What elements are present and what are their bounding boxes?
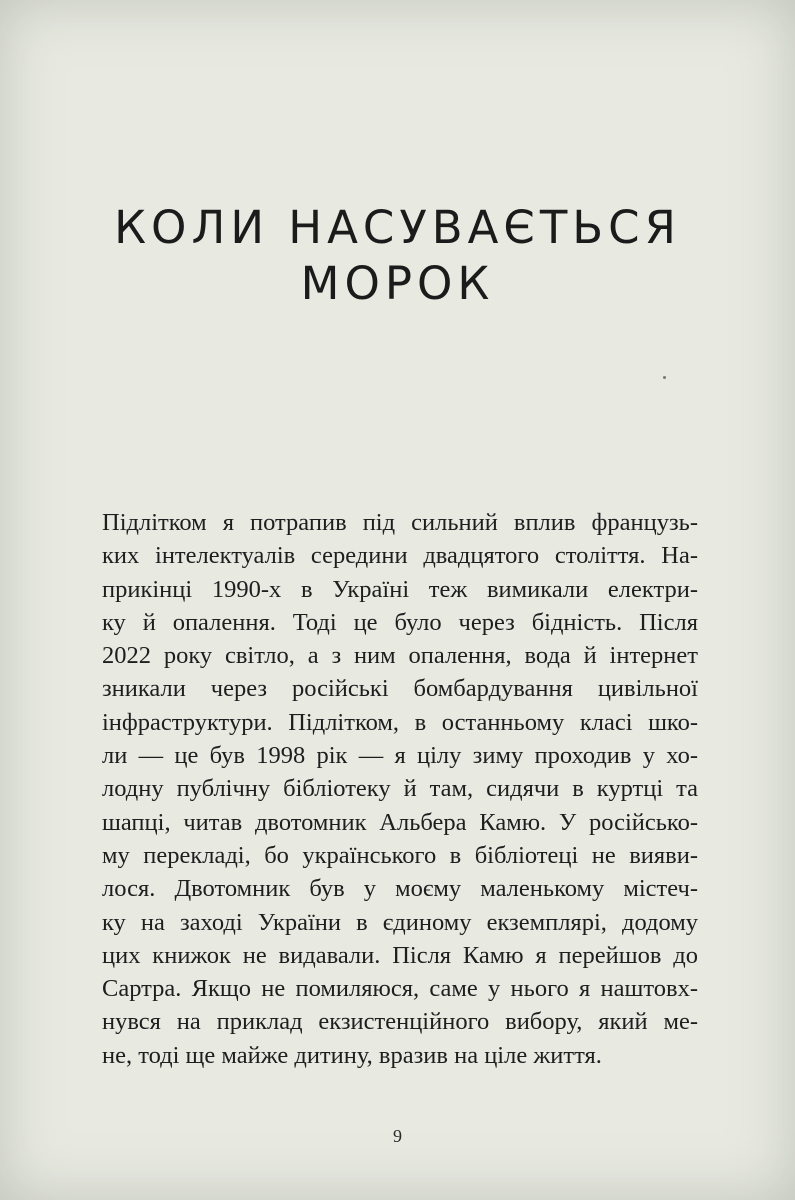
text-line: ли — це був 1998 рік — я цілу зиму проходив у хо- — [102, 742, 698, 770]
text-line: Підлітком я потрапив під сильний вплив французь- — [102, 509, 698, 536]
text-line: ких інтелектуалів середини двадцятого століття. На- — [102, 542, 698, 570]
text-line: Сартра. Якщо не помиляюся, саме у нього я наштовх- — [102, 975, 698, 1003]
text-line: ку на заході України в єдиному екземплярі, додому — [102, 908, 698, 936]
text-line: нувся на приклад екзистенційного вибору, який ме- — [102, 1008, 698, 1036]
chapter-title-line-1: КОЛИ НАСУВАЄТЬСЯ — [114, 201, 681, 254]
text-line: лося. Двотомник був у моєму маленькому містеч- — [102, 875, 698, 903]
text-line: лодну публічну бібліотеку й там, сидячи в куртці та — [102, 775, 698, 803]
text-line: зникали через російські бомбардування цивільної — [102, 675, 698, 703]
text-line: цих книжок не видавали. Після Камю я перейшов до — [102, 941, 698, 969]
text-line: прикінці 1990-х в Україні теж вимикали електри- — [102, 575, 698, 603]
text-line-last: не, тоді ще майже дитину, вразив на ціле життя. — [102, 1041, 602, 1069]
text-line: му перекладі, бо українського в бібліотеці не вияви- — [102, 841, 698, 869]
page-number: 9 — [393, 1126, 402, 1146]
text-line: ку й опалення. Тоді це було через бідність. Після — [102, 608, 698, 636]
text-line: 2022 року світло, а з ним опалення, вода й інтернет — [102, 642, 698, 670]
text-line: шапці, читав двотомник Альбера Камю. У російсько- — [102, 808, 698, 836]
chapter-title-line-2: МОРОК — [300, 257, 495, 310]
body-paragraph — [102, 506, 698, 1072]
text-line: інфраструктури. Підлітком, в останньому класі шко- — [102, 708, 698, 736]
paper-speck — [663, 376, 666, 379]
chapter-title — [0, 200, 795, 312]
